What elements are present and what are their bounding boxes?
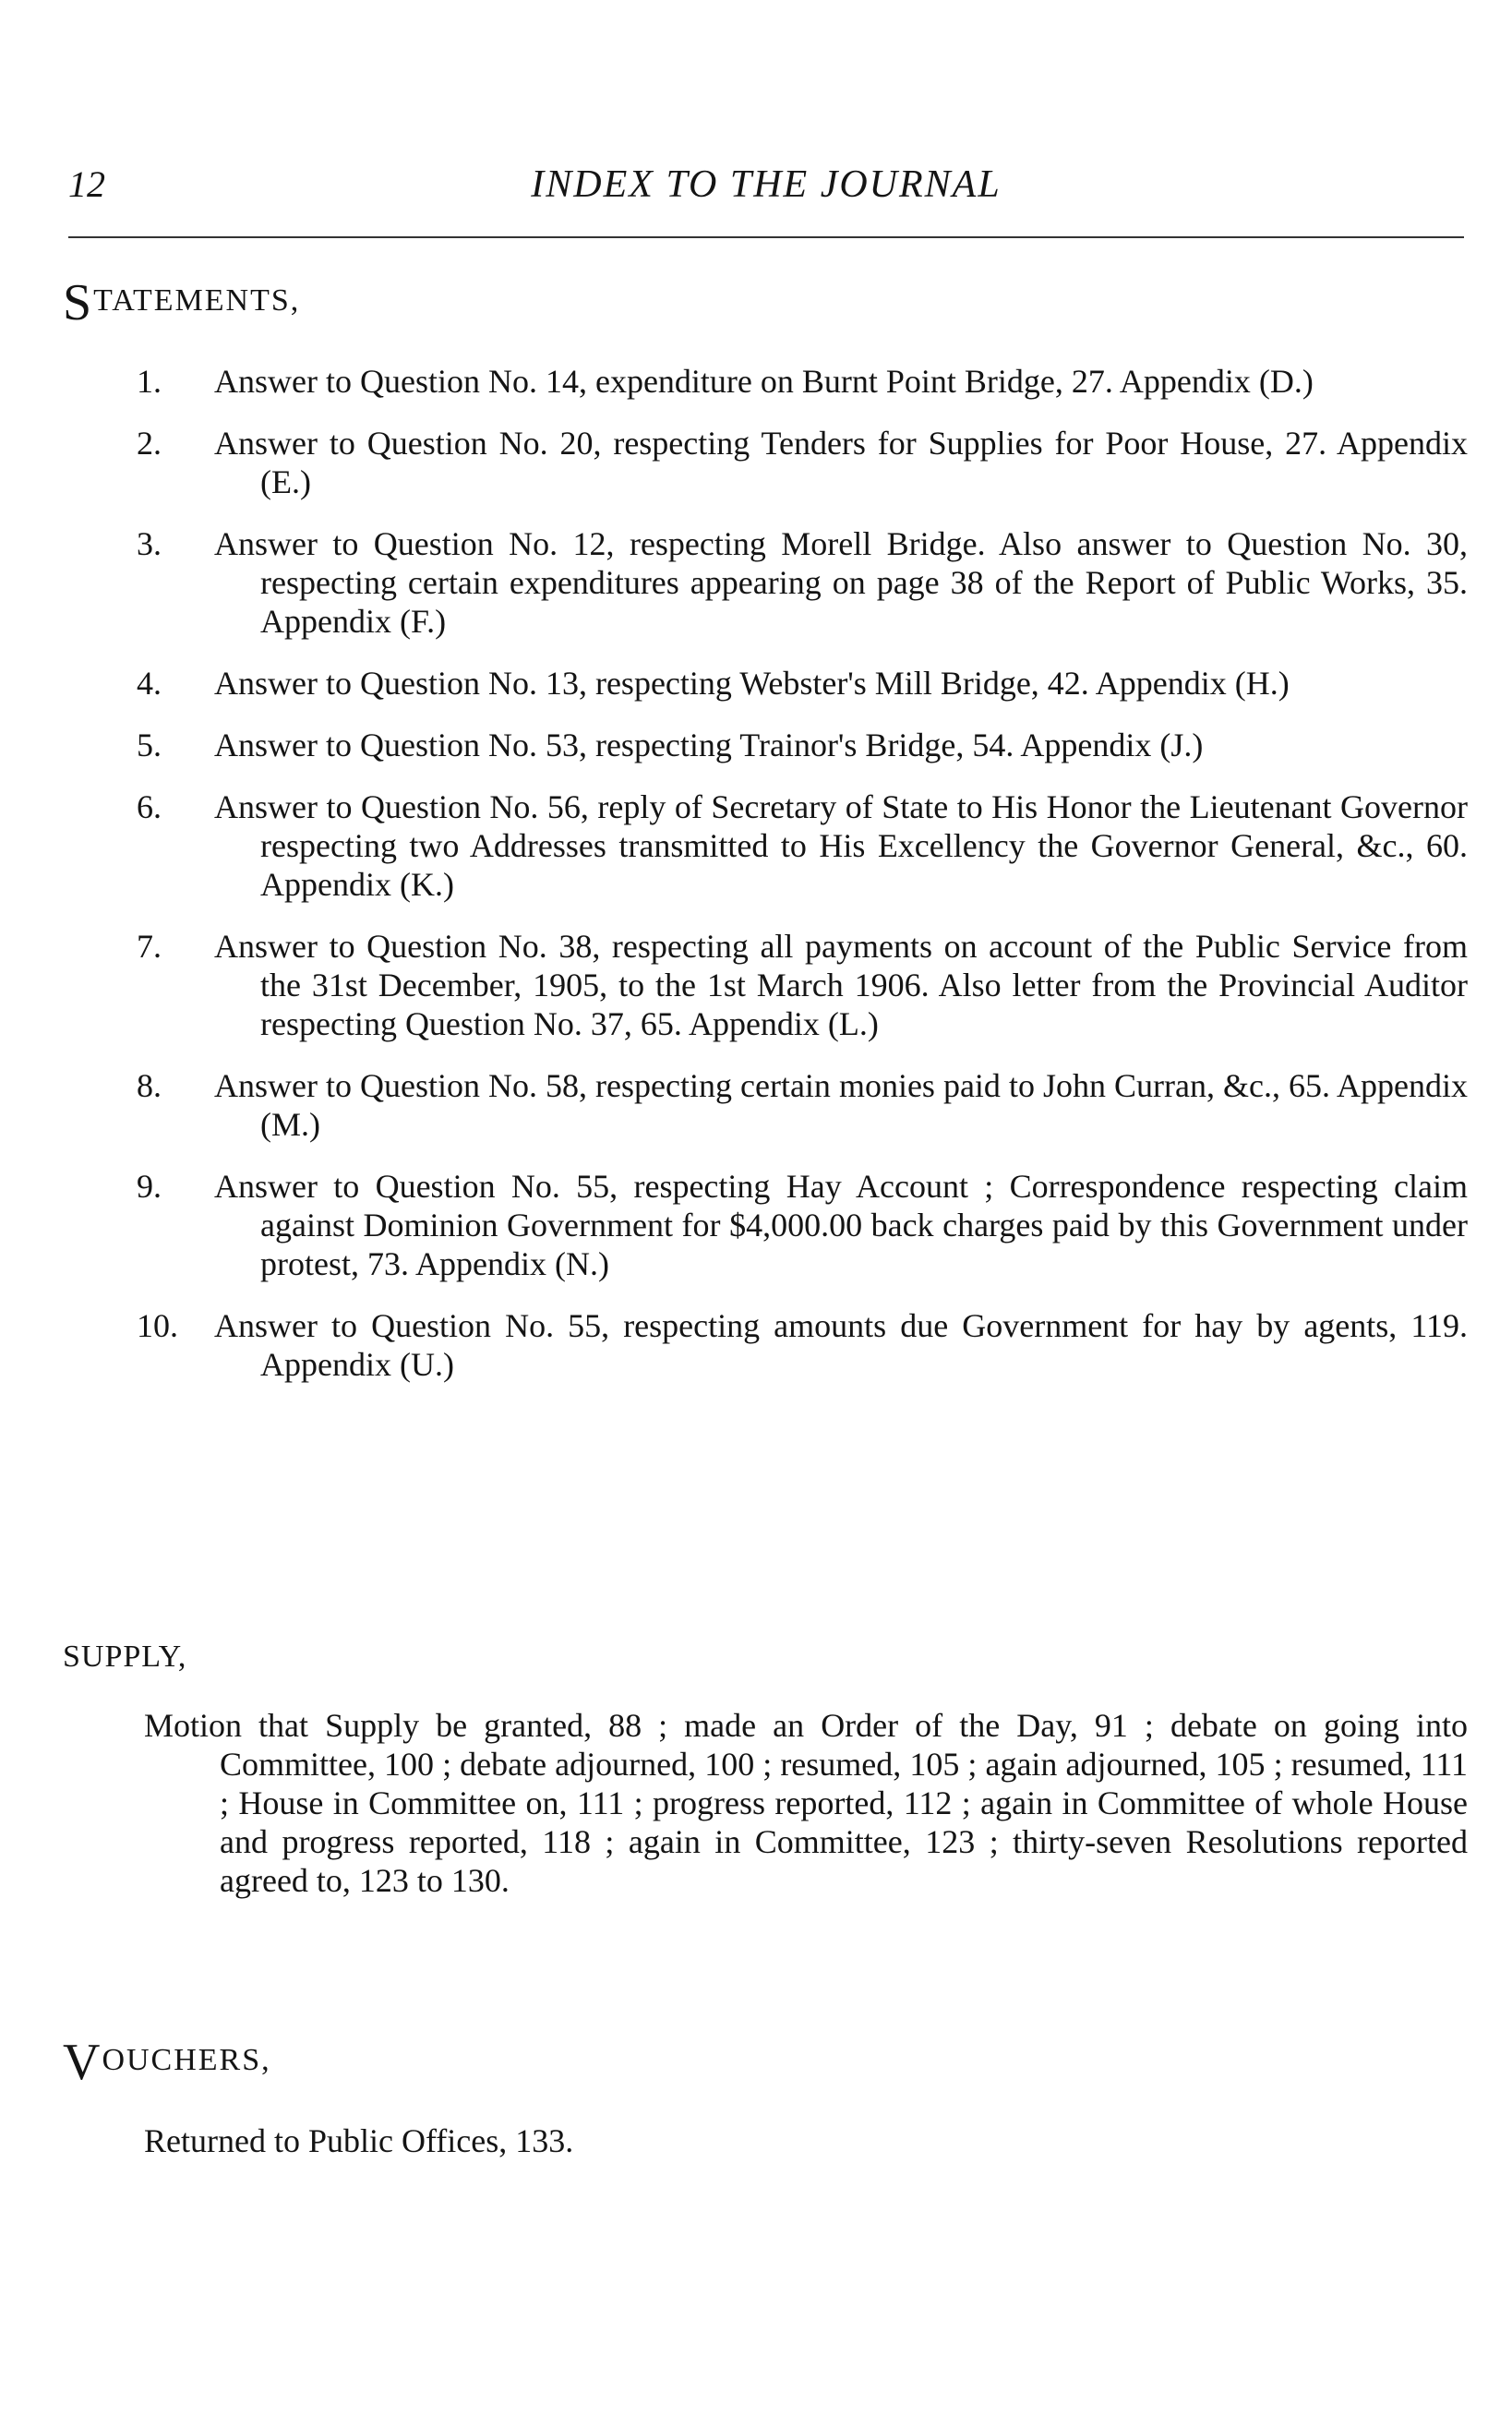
statement-entry-10 bbox=[63, 1306, 1468, 1384]
entry-text: Answer to Question No. 55, respecting amounts due Government for hay by agents, 119. Appendix (U.) bbox=[214, 1307, 1468, 1383]
statement-entry-5 bbox=[63, 726, 1468, 764]
statement-entry-1 bbox=[63, 362, 1468, 401]
entry-number: 2. bbox=[137, 425, 162, 462]
entry-text: Answer to Question No. 55, respecting Hay Account ; Correspondence respecting claim against Dominion Government for $4,000.00 back charges paid by this Government under protest, 73. Appendix (N.) bbox=[214, 1168, 1468, 1282]
vouchers-heading-rest: OUCHERS, bbox=[102, 2043, 271, 2077]
entry-text: Answer to Question No. 58, respecting certain monies paid to John Curran, &c., 65. Appendix (M.) bbox=[214, 1067, 1468, 1143]
vouchers-text: Returned to Public Offices, 133. bbox=[144, 2122, 574, 2159]
entry-text: Answer to Question No. 13, respecting Webster's Mill Bridge, 42. Appendix (H.) bbox=[214, 665, 1290, 702]
vouchers-section bbox=[63, 2034, 1468, 2160]
entry-number: 5. bbox=[137, 727, 162, 763]
statements-heading-initial: S bbox=[63, 274, 94, 331]
entry-number: 7. bbox=[137, 928, 162, 965]
entry-number: 10. bbox=[137, 1307, 178, 1344]
header-rule bbox=[68, 236, 1464, 238]
entry-text: Answer to Question No. 53, respecting Trainor's Bridge, 54. Appendix (J.) bbox=[214, 727, 1204, 763]
running-title: INDEX TO THE JOURNAL bbox=[531, 163, 1002, 206]
entry-number: 9. bbox=[137, 1168, 162, 1205]
entry-number: 8. bbox=[137, 1067, 162, 1104]
vouchers-heading bbox=[63, 2034, 1468, 2091]
entry-text: Answer to Question No. 38, respecting all payments on account of the Public Service from the 31st December, 1905, to the 1st March 1906. Also letter from the Provincial Auditor respecting Question No. 37, 65. Appendix (L.) bbox=[214, 928, 1468, 1042]
supply-text: Motion that Supply be granted, 88 ; made an Order of the Day, 91 ; debate on going into Committee, 100 ; debate adjourned, 100 ; resumed, 105 ; again adjourned, 105 ; resumed, 111 ; House in Committee on, 111 ; progress reported, 112 ; again in Committee of whole House and progress reported, 118 ; again in Committee, 123 ; thirty-seven Resolutions reported agreed to, 123 to 130. bbox=[144, 1707, 1468, 1899]
entry-text: Answer to Question No. 12, respecting Morell Bridge. Also answer to Question No. 30, respecting certain expenditures appearing on page 38 of the Report of Public Works, 35. Appendix (F.) bbox=[214, 525, 1468, 640]
statements-heading-rest: TATEMENTS, bbox=[93, 283, 301, 318]
statement-entry-4 bbox=[63, 664, 1468, 703]
statement-entry-6 bbox=[63, 787, 1468, 904]
supply-heading: SUPPLY, bbox=[63, 1640, 187, 1674]
statement-entry-8 bbox=[63, 1066, 1468, 1144]
statement-entry-9 bbox=[63, 1167, 1468, 1283]
page-header bbox=[68, 159, 1464, 214]
entry-number: 1. bbox=[137, 363, 162, 400]
statements-section bbox=[63, 274, 1468, 1407]
statements-heading bbox=[63, 274, 1468, 331]
entry-text: Answer to Question No. 20, respecting Tenders for Supplies for Poor House, 27. Appendix (E.) bbox=[214, 425, 1468, 500]
entry-number: 6. bbox=[137, 788, 162, 825]
entry-number: 4. bbox=[137, 665, 162, 702]
page-number: 12 bbox=[68, 163, 105, 205]
statement-entry-3 bbox=[63, 524, 1468, 641]
statement-entry-7 bbox=[63, 927, 1468, 1043]
vouchers-heading-initial: V bbox=[63, 2034, 102, 2091]
entry-text: Answer to Question No. 56, reply of Secretary of State to His Honor the Lieutenant Governor respecting two Addresses transmitted to His Excellency the Governor General, &c., 60. Appendix (K.) bbox=[214, 788, 1468, 903]
statement-entry-2 bbox=[63, 424, 1468, 501]
entry-text: Answer to Question No. 14, expenditure on Burnt Point Bridge, 27. Appendix (D.) bbox=[214, 363, 1314, 400]
supply-section bbox=[63, 1641, 1468, 1900]
entry-number: 3. bbox=[137, 525, 162, 562]
